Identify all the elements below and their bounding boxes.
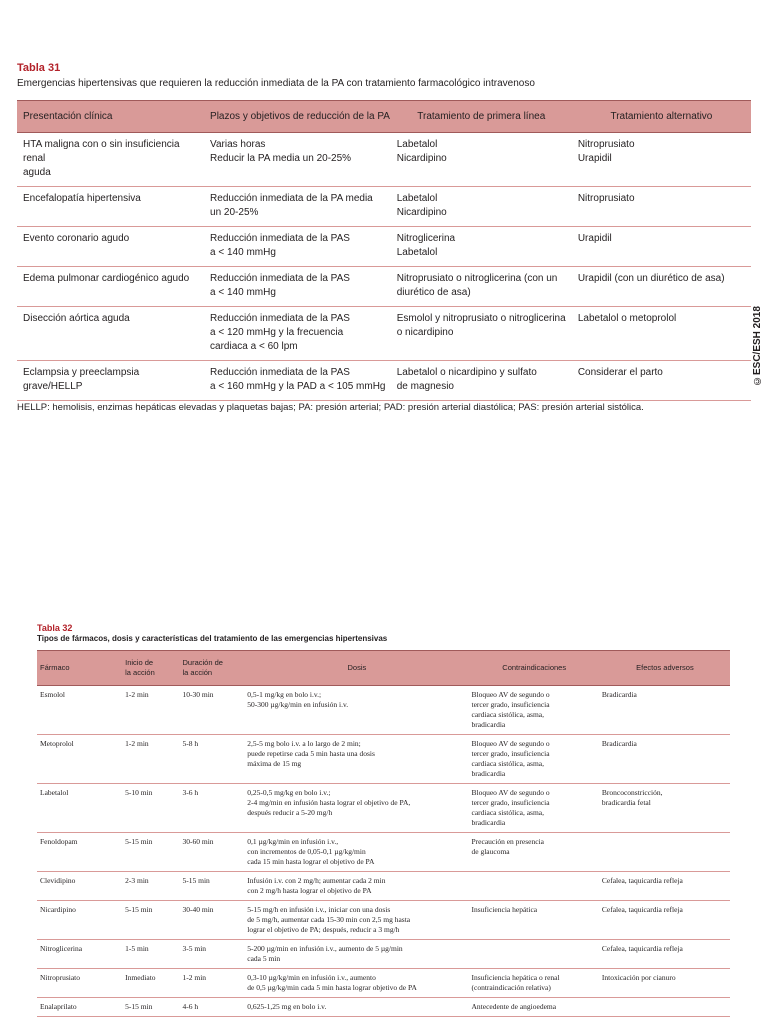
table-cell: 30-60 min [179, 833, 244, 872]
table31-header-row [17, 101, 751, 133]
table-cell: Nicardipino [37, 901, 122, 940]
table-cell: 1-2 min [179, 969, 244, 998]
table-cell: 5-8 h [179, 735, 244, 784]
table-cell: Reducción inmediata de la PA media un 20-25% [204, 187, 391, 227]
table-cell: Eclampsia y preeclampsia grave/HELLP [17, 361, 204, 401]
table-cell: Esmolol [37, 686, 122, 735]
table-cell: 0,25-0,5 mg/kg en bolo i.v.; 2-4 mg/min en infusión hasta lograr el objetivo de PA, después reducir a 5-20 mg/h [244, 784, 468, 833]
table-cell: Nitroprusiato Urapidil [572, 133, 751, 187]
table-cell: 1-2 min [122, 735, 179, 784]
table-cell: Reducción inmediata de la PAS a < 140 mmHg [204, 267, 391, 307]
table-cell: 0,5-1 mg/kg en bolo i.v.; 50-300 µg/kg/min en infusión i.v. [244, 686, 468, 735]
table-cell: Esmolol y nitroprusiato o nitroglicerina o nicardipino [391, 307, 572, 361]
table-cell: Fenoldopam [37, 833, 122, 872]
table-cell: Precaución en presencia de glaucoma [469, 833, 599, 872]
table-cell: Broncoconstricción, bradicardia fetal [599, 784, 730, 833]
table-cell: 10-30 min [179, 686, 244, 735]
table-cell: Bloqueo AV de segundo o tercer grado, insuficiencia cardiaca sistólica, asma, bradicardia [469, 686, 599, 735]
table31-header-alternativo: Tratamiento alternativo [572, 101, 751, 133]
table-row [37, 901, 730, 940]
table-cell: Bloqueo AV de segundo o tercer grado, insuficiencia cardiaca sistólica, asma, bradicardia [469, 784, 599, 833]
table-cell: Inmediato [122, 969, 179, 998]
table31-header-primera-linea: Tratamiento de primera línea [391, 101, 572, 133]
table-cell: 2-3 min [122, 872, 179, 901]
table-cell: 0,625-1,25 mg en bolo i.v. [244, 998, 468, 1017]
table-cell: 0,3-10 µg/kg/min en infusión i.v., aumento de 0,5 µg/kg/min cada 5 min hasta lograr objetivo de PA [244, 969, 468, 998]
table-cell: Labetalol Nicardipino [391, 133, 572, 187]
table31 [17, 100, 751, 401]
table-cell: Reducción inmediata de la PAS a < 140 mmHg [204, 227, 391, 267]
table-cell: Nitroprusiato [37, 969, 122, 998]
table-cell: Nitroglicerina [37, 940, 122, 969]
table-row [17, 227, 751, 267]
table32-header-farmaco: Fármaco [37, 651, 122, 686]
table-row [17, 361, 751, 401]
table32-header-dosis: Dosis [244, 651, 468, 686]
table-cell: Cefalea, taquicardia refleja [599, 872, 730, 901]
table-cell: Bradicardia [599, 735, 730, 784]
table-cell: 0,1 µg/kg/min en infusión i.v., con incrementos de 0,05-0,1 µg/kg/min cada 15 min hasta lograr el objetivo de PA [244, 833, 468, 872]
table-cell: 5-15 min [179, 872, 244, 901]
table-cell: Nitroprusiato o nitroglicerina (con un diurético de asa) [391, 267, 572, 307]
table-cell: Cefalea, taquicardia refleja [599, 940, 730, 969]
table-cell: Urapidil (con un diurético de asa) [572, 267, 751, 307]
table-cell: Evento coronario agudo [17, 227, 204, 267]
table-row [37, 833, 730, 872]
table-row [17, 187, 751, 227]
table-cell: Considerar el parto [572, 361, 751, 401]
table31-header-plazos: Plazos y objetivos de reducción de la PA [204, 101, 391, 133]
table-cell [599, 998, 730, 1017]
table31-label: Tabla 31 [17, 62, 61, 74]
table-row [17, 307, 751, 361]
table-cell [469, 872, 599, 901]
table-cell: 1-2 min [122, 686, 179, 735]
table-cell: 2,5-5 mg bolo i.v. a lo largo de 2 min; puede repetirse cada 5 min hasta una dosis máxima de 15 mg [244, 735, 468, 784]
table-cell: 5-200 µg/min en infusión i.v., aumento de 5 µg/min cada 5 min [244, 940, 468, 969]
table31-header-presentacion: Presentación clínica [17, 101, 204, 133]
table-cell: Insuficiencia hepática o renal (contraindicación relativa) [469, 969, 599, 998]
table32-caption: Tipos de fármacos, dosis y características del tratamiento de las emergencias hipertensivas [37, 634, 388, 643]
table-cell: 3-5 min [179, 940, 244, 969]
table-cell: Varias horas Reducir la PA media un 20-25% [204, 133, 391, 187]
table32-header-efectos: Efectos adversos [599, 651, 730, 686]
table32-header-row [37, 651, 730, 686]
table32 [37, 650, 730, 1017]
table-cell: Labetalol Nicardipino [391, 187, 572, 227]
table-row [17, 267, 751, 307]
table-cell: 30-40 min [179, 901, 244, 940]
table-cell: Clevidipino [37, 872, 122, 901]
table-cell: Encefalopatía hipertensiva [17, 187, 204, 227]
table-cell: Antecedente de angioedema [469, 998, 599, 1017]
table-cell: Infusión i.v. con 2 mg/h; aumentar cada 2 min con 2 mg/h hasta lograr el objetivo de PA [244, 872, 468, 901]
table-cell: Intoxicación por cianuro [599, 969, 730, 998]
table-cell: 5-15 min [122, 998, 179, 1017]
table-row [37, 969, 730, 998]
table-cell: 5-10 min [122, 784, 179, 833]
table-cell [599, 833, 730, 872]
table32-header-duracion: Duración de la acción [179, 651, 244, 686]
table-cell: Insuficiencia hepática [469, 901, 599, 940]
table-cell: Reducción inmediata de la PAS a < 120 mmHg y la frecuencia cardiaca a < 60 lpm [204, 307, 391, 361]
table-cell: Nitroglicerina Labetalol [391, 227, 572, 267]
table-cell: Labetalol o metoprolol [572, 307, 751, 361]
table-cell: Nitroprusiato [572, 187, 751, 227]
table-cell: Enalaprilato [37, 998, 122, 1017]
table-cell: Urapidil [572, 227, 751, 267]
table-cell: Edema pulmonar cardiogénico agudo [17, 267, 204, 307]
table-cell: Metoprolol [37, 735, 122, 784]
table-row [37, 735, 730, 784]
table-cell: Reducción inmediata de la PAS a < 160 mmHg y la PAD a < 105 mmHg [204, 361, 391, 401]
table-cell: Bloqueo AV de segundo o tercer grado, insuficiencia cardiaca sistólica, asma, bradicardia [469, 735, 599, 784]
table-row [17, 133, 751, 187]
table-cell: Disección aórtica aguda [17, 307, 204, 361]
table32-header-contraindicaciones: Contraindicaciones [469, 651, 599, 686]
table32-header-inicio: Inicio de la acción [122, 651, 179, 686]
table-cell: 5-15 min [122, 833, 179, 872]
copyright-watermark: ©ESC/ESH 2018 [752, 306, 763, 386]
table-row [37, 872, 730, 901]
table-cell: 4-6 h [179, 998, 244, 1017]
table-cell: Cefalea, taquicardia refleja [599, 901, 730, 940]
table-cell: Bradicardia [599, 686, 730, 735]
table-cell [469, 940, 599, 969]
table-cell: Labetalol [37, 784, 122, 833]
table-cell: 1-5 min [122, 940, 179, 969]
table-row [37, 940, 730, 969]
table-cell: 3-6 h [179, 784, 244, 833]
table-row [37, 998, 730, 1017]
table-row [37, 784, 730, 833]
table32-label: Tabla 32 [37, 623, 73, 633]
table-cell: 5-15 min [122, 901, 179, 940]
table-cell: Labetalol o nicardipino y sulfato de magnesio [391, 361, 572, 401]
table-row [37, 686, 730, 735]
table-cell: HTA maligna con o sin insuficiencia renal aguda [17, 133, 204, 187]
table31-footnote: HELLP: hemolisis, enzimas hepáticas elevadas y plaquetas bajas; PA: presión arterial; PAD: presión arterial diastólica; PAS: presión arterial sistólica. [17, 402, 644, 413]
table-cell: 5-15 mg/h en infusión i.v., iniciar con una dosis de 5 mg/h, aumentar cada 15-30 min con 2,5 mg hasta lograr el objetivo de PA; después, reducir a 3 mg/h [244, 901, 468, 940]
table31-caption: Emergencias hipertensivas que requieren la reducción inmediata de la PA con tratamiento farmacológico intravenoso [17, 78, 535, 89]
